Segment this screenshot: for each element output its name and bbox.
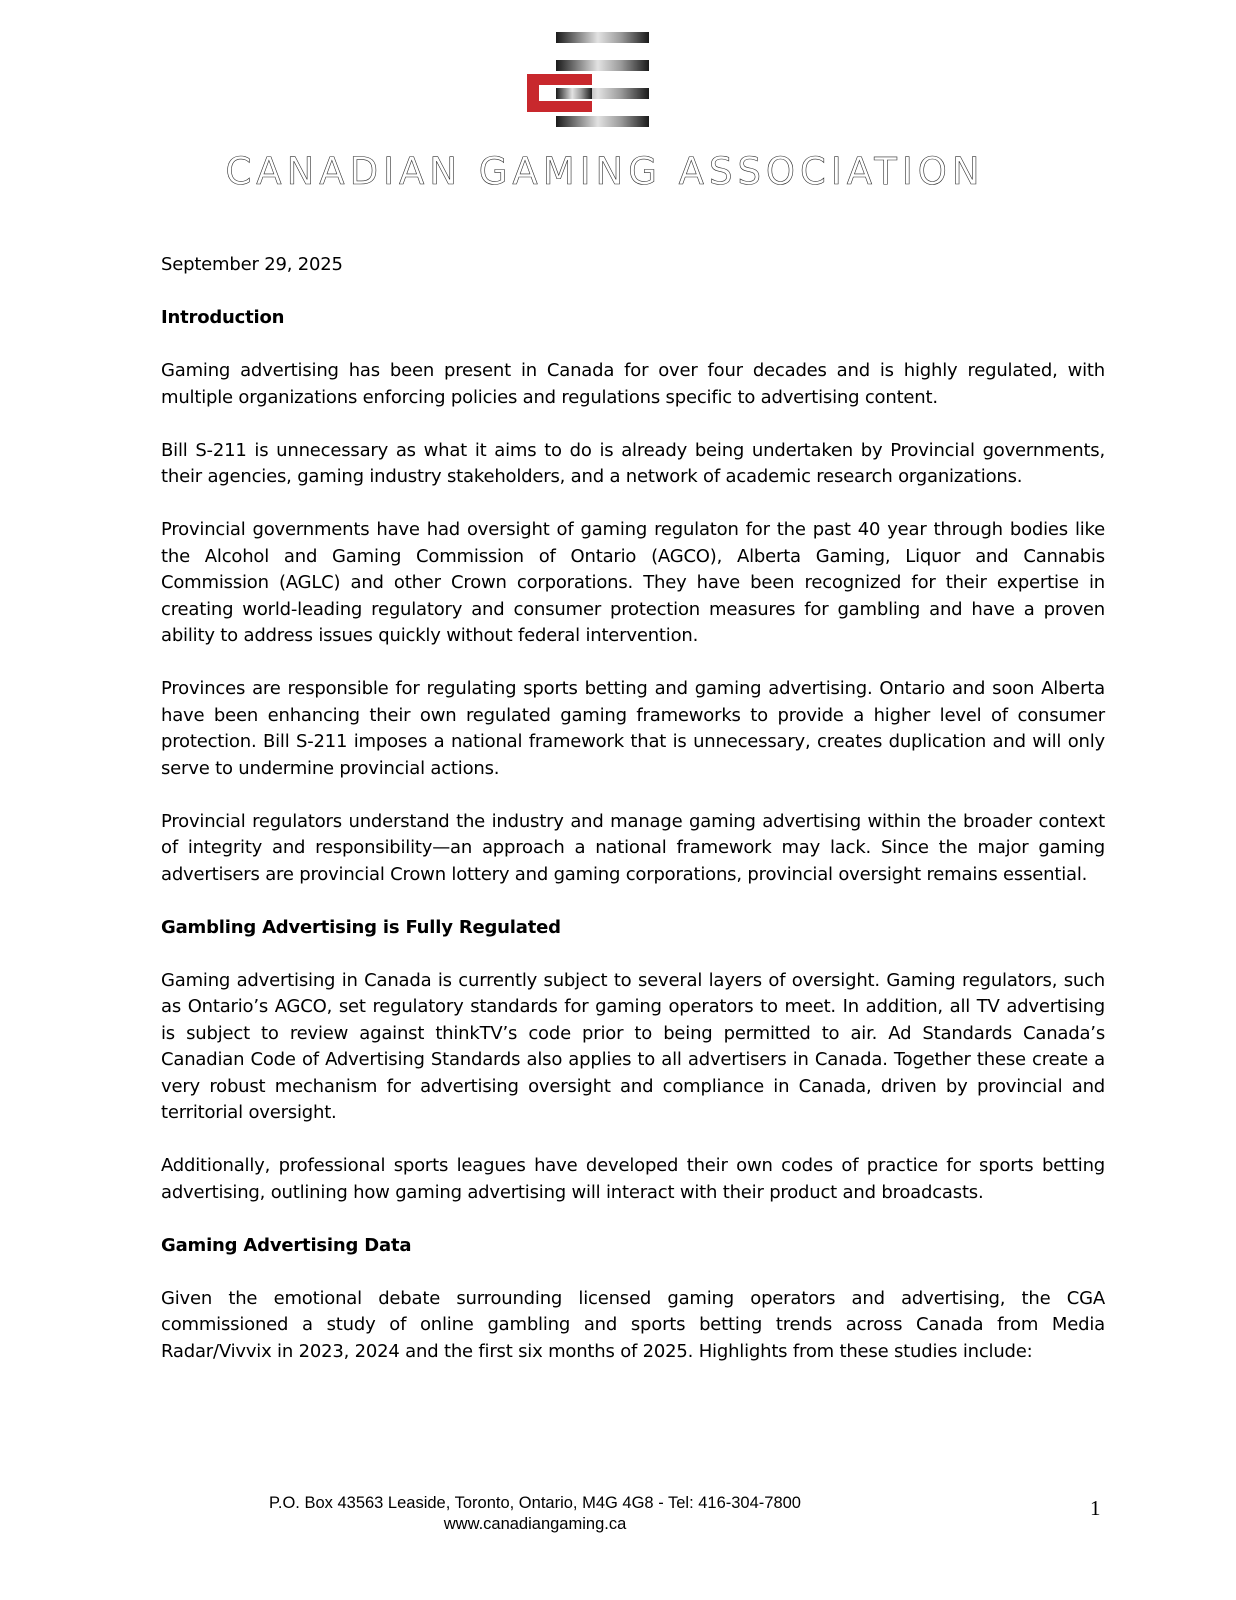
paragraph: Gaming advertising has been present in Canada for over four decades and is highly regulated, with multiple organizations enforcing policies and regulations specific to advertising content. — [161, 360, 1105, 408]
letter-body — [161, 252, 1105, 1392]
paragraph: Bill S-211 is unnecessary as what it aims to do is already being undertaken by Provincial governments, their agencies, gaming industry stakeholders, and a network of academic research organizations. — [161, 439, 1105, 487]
organization-wordmark: CANADIAN GAMING ASSOCIATION — [225, 150, 985, 193]
paragraph: Additionally, professional sports leagues have developed their own codes of practice for sports betting advertising, outlining how gaming advertising will interact with their product and broadcasts. — [161, 1155, 1105, 1203]
paragraph: Given the emotional debate surrounding licensed gaming operators and advertising, the CGA commissioned a study of online gambling and sports betting trends across Canada from Media Radar/Vivvix in 2023, 2024 and the first six months of 2025. Highlights from these studies include: — [161, 1287, 1105, 1362]
paragraph: Provinces are responsible for regulating sports betting and gaming advertising. Ontario and soon Alberta have been enhancing their own regulated gaming frameworks to provide a higher level of consumer protection. Bill S-211 imposes a national framework that is unnecessary, creates duplication and will only serve to undermine provincial actions. — [161, 678, 1105, 779]
cga-logo-icon — [520, 30, 655, 134]
logo-bar — [556, 88, 592, 99]
paragraph: Gaming advertising in Canada is currently subject to several layers of oversight. Gaming regulators, such as Ontario’s AGCO, set regulatory standards for gaming operators to meet. In addition, all TV advertising is subject to review against thinkTV’s code prior to being permitted to air. Ad Standards Canada’s Canadian Code of Advertising Standards also applies to all advertisers in Canada. Together these create a very robust mechanism for advertising oversight and compliance in Canada, driven by provincial and territorial oversight. — [161, 969, 1105, 1123]
logo-bar — [556, 60, 649, 71]
paragraph: Provincial governments have had oversight of gaming regulaton for the past 40 year through bodies like the Alcohol and Gaming Commission of Ontario (AGCO), Alberta Gaming, Liquor and Cannabis Commission (AGLC) and other Crown corporations. They have been recognized for their expertise in creating world-leading regulatory and consumer protection measures for gambling and have a proven ability to address issues quickly without federal intervention. — [161, 519, 1105, 646]
footer-address: P.O. Box 43563 Leaside, Toronto, Ontario, M4G 4G8 - Tel: 416-304-7800 — [268, 1494, 801, 1512]
logo-bar — [556, 32, 649, 43]
logo-bar — [556, 116, 649, 127]
footer-website[interactable]: www.canadiangaming.ca — [443, 1515, 627, 1533]
page-footer — [200, 1493, 870, 1535]
letter-date: September 29, 2025 — [161, 254, 343, 275]
page-number: 1 — [1090, 1496, 1101, 1520]
section-heading-data: Gaming Advertising Data — [161, 1234, 412, 1256]
section-heading-introduction: Introduction — [161, 307, 285, 328]
section-heading-regulated: Gambling Advertising is Fully Regulated — [161, 916, 561, 938]
paragraph: Provincial regulators understand the industry and manage gaming advertising within the broader context of integrity and responsibility—an approach a national framework may lack. Since the major gaming advertisers are provincial Crown lottery and gaming corporations, provincial oversight remains essential. — [161, 810, 1105, 885]
